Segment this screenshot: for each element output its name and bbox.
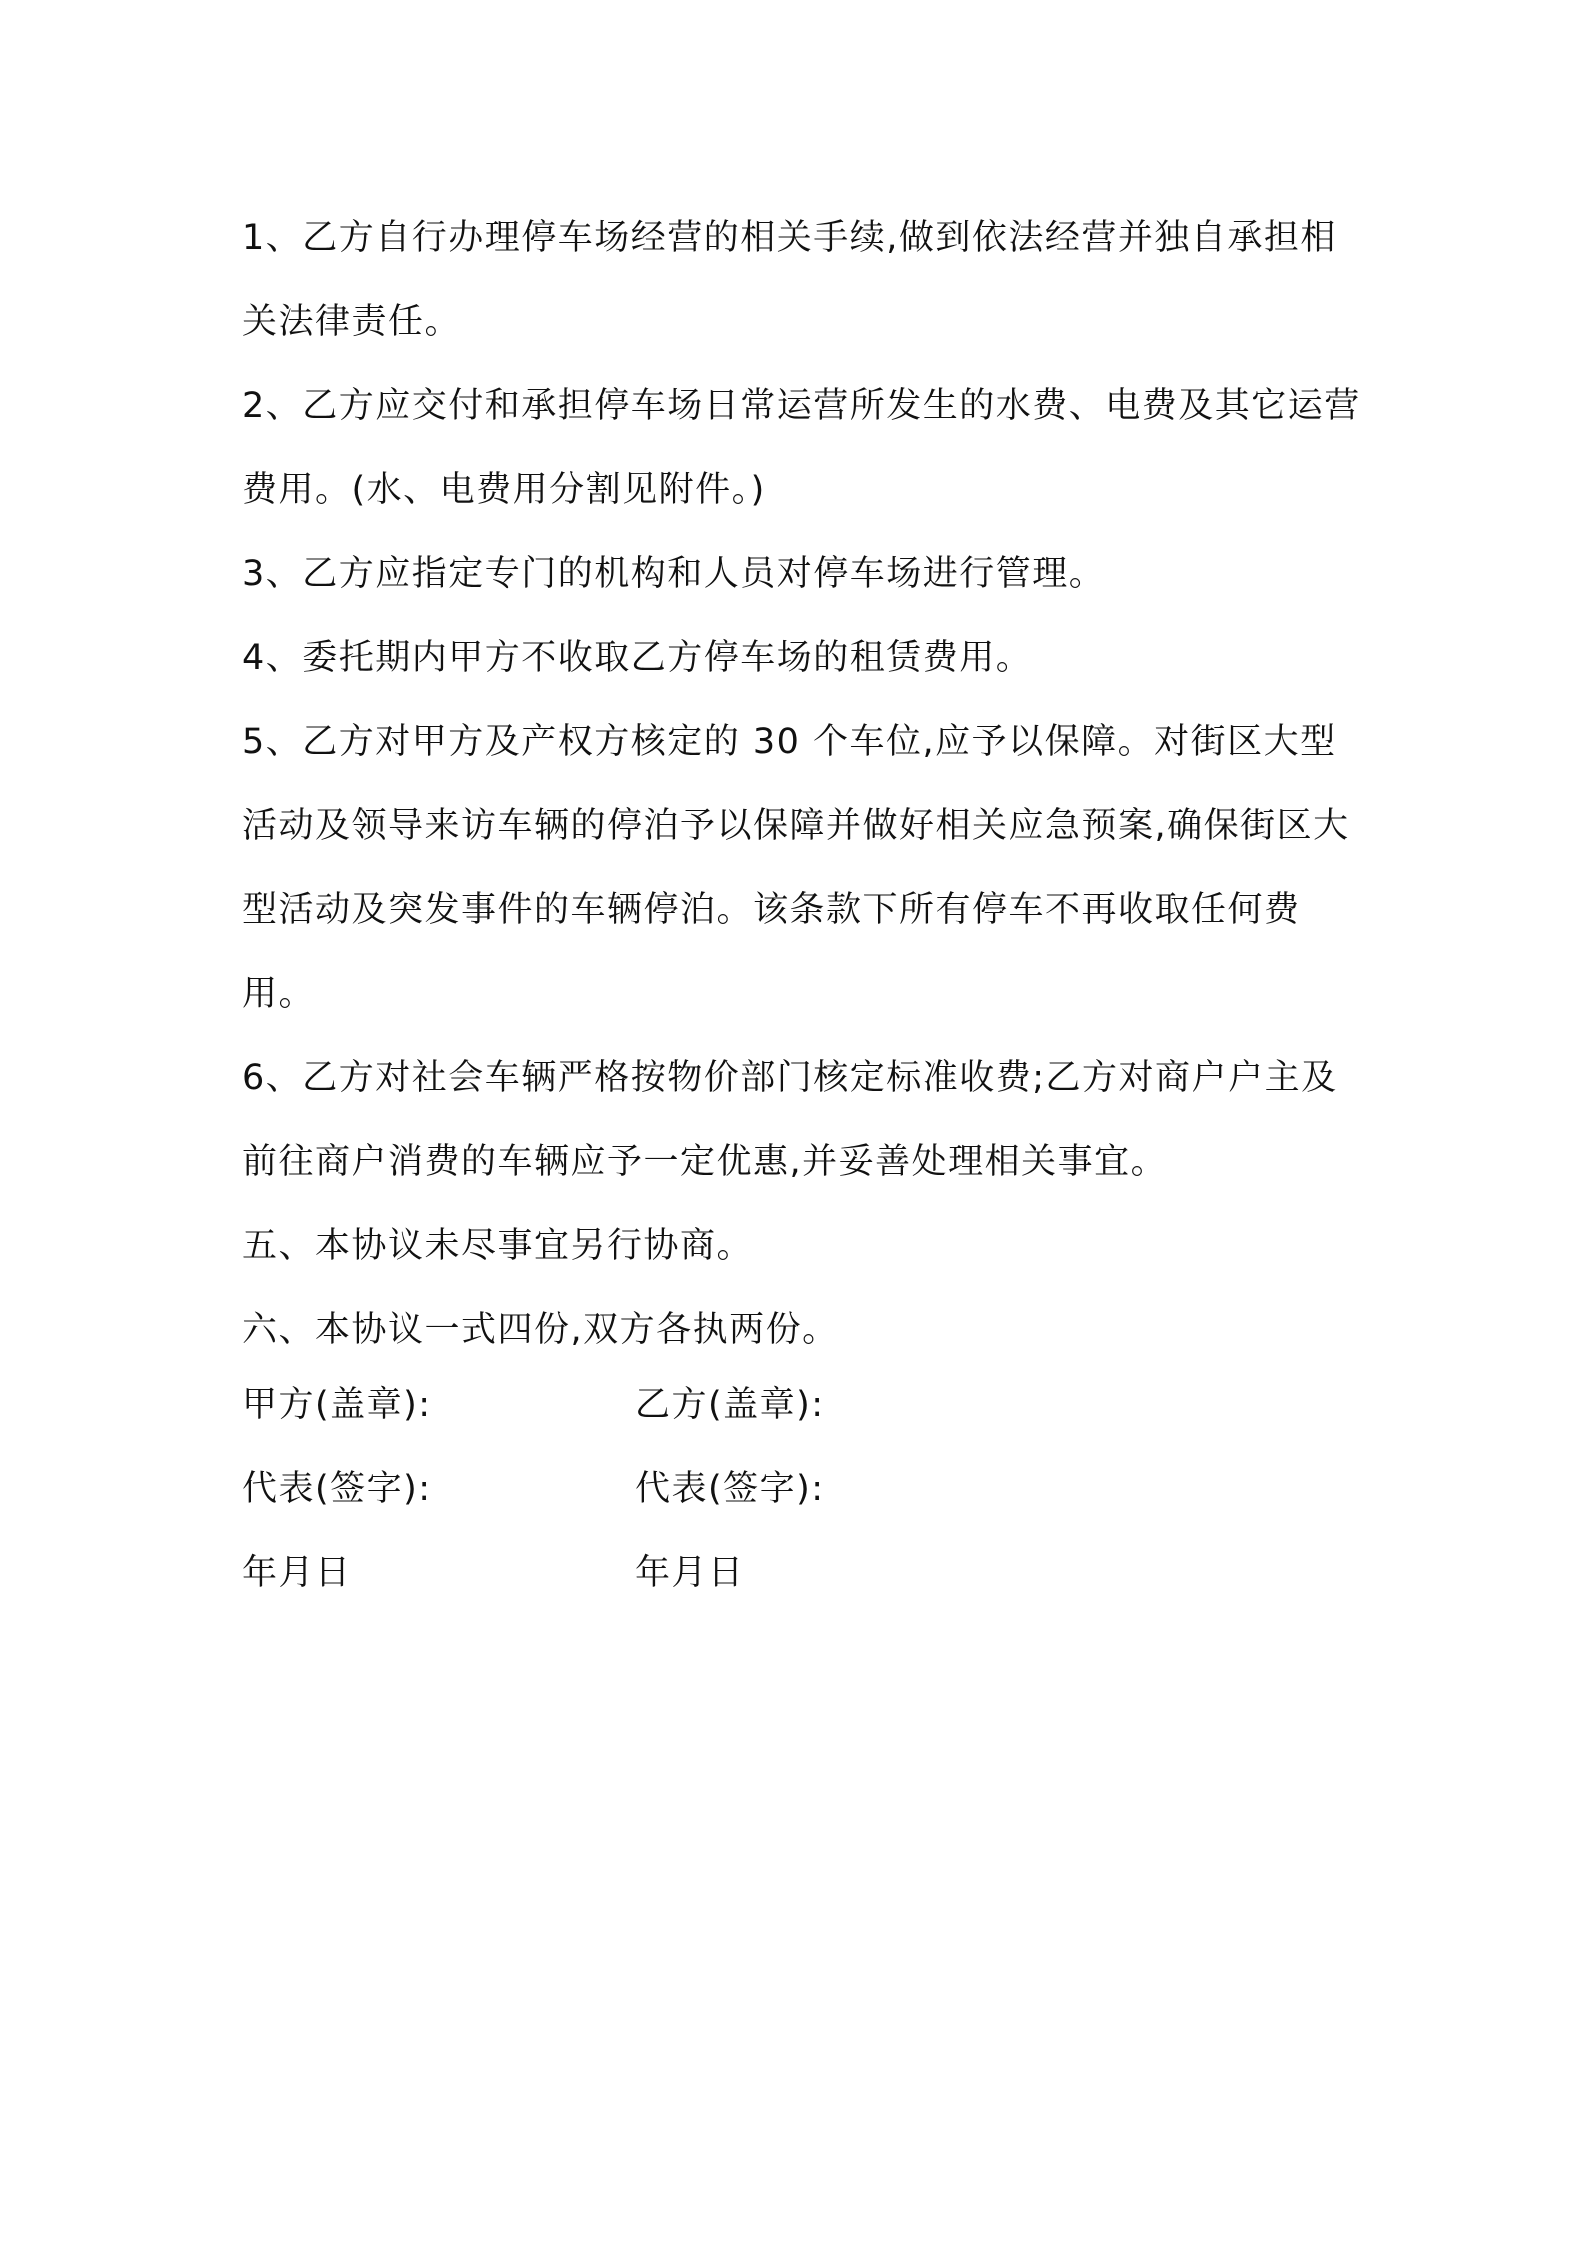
- clause-1: 1、乙方自行办理停车场经营的相关手续,做到依法经营并独自承担相关法律责任。: [242, 218, 1337, 342]
- party-b-representative-label: 代表(签字):: [635, 1469, 825, 1509]
- clause-2: 2、乙方应交付和承担停车场日常运营所发生的水费、电费及其它运营费用。(水、电费用分割见附件。): [242, 386, 1361, 510]
- clause-3: 3、乙方应指定专门的机构和人员对停车场进行管理。: [242, 554, 1106, 594]
- signature-block: [242, 1360, 1042, 1612]
- clause-4: 4、委托期内甲方不收取乙方停车场的租赁费用。: [242, 638, 1033, 678]
- article-6-copies: 六、本协议一式四份,双方各执两份。: [242, 1310, 839, 1350]
- party-b-seal-label: 乙方(盖章):: [635, 1385, 825, 1425]
- clause-6: 6、乙方对社会车辆严格按物价部门核定标准收费;乙方对商户户主及前往商户消费的车辆应予一定优惠,并妥善处理相关事宜。: [242, 1058, 1338, 1182]
- party-b-date-label: 年月日: [635, 1553, 745, 1593]
- date-row: [242, 1528, 1042, 1612]
- clause-5: 5、乙方对甲方及产权方核定的 30 个车位,应予以保障。对街区大型活动及领导来访车辆的停泊予以保障并做好相关应急预案,确保街区大型活动及突发事件的车辆停泊。该条款下所有停车不再收取任何费用。: [242, 722, 1350, 1014]
- party-a-date-label: 年月日: [242, 1553, 352, 1593]
- article-5-other-matters: 五、本协议未尽事宜另行协商。: [242, 1226, 754, 1266]
- seal-row: [242, 1360, 1042, 1444]
- representative-row: [242, 1444, 1042, 1528]
- party-a-seal-label: 甲方(盖章):: [242, 1385, 432, 1425]
- party-a-representative-label: 代表(签字):: [242, 1469, 432, 1509]
- agreement-clauses: [242, 196, 1362, 1372]
